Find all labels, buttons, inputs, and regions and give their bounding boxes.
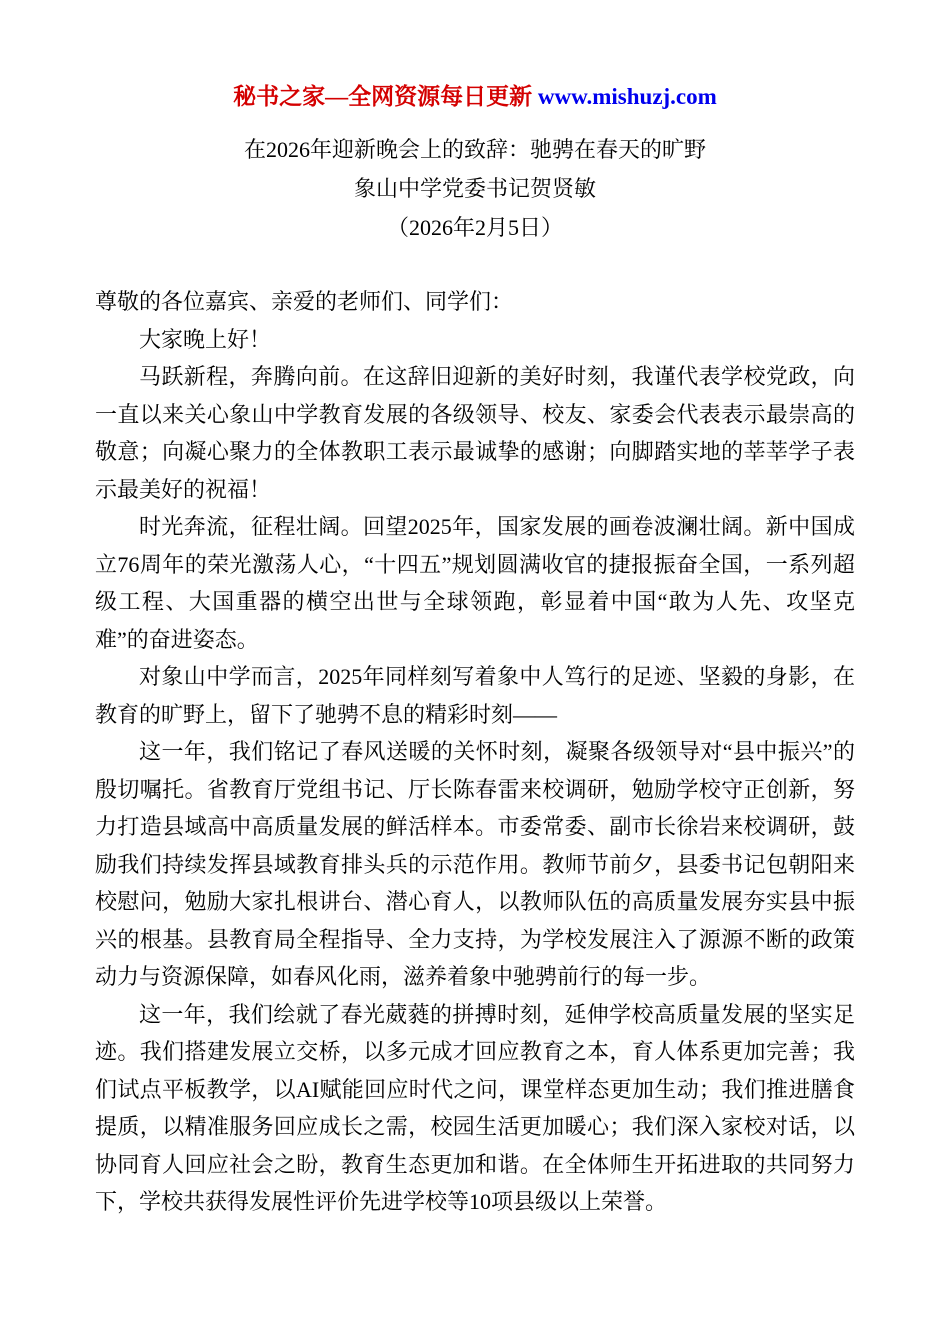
doc-author: 象山中学党委书记贺贤敏 (353, 176, 596, 201)
paragraph: 马跃新程，奔腾向前。在这辞旧迎新的美好时刻，我谨代表学校党政，向一直以来关心象山中学教育发展的各级领导、校友、家委会代表表示最崇高的敬意；向凝心聚力的全体教职工表示最诚挚的感谢；向脚踏实地的莘莘学子表示最美好的祝福！ (95, 364, 855, 502)
doc-date: （2026年2月5日） (386, 215, 563, 240)
site-tagline: —全网资源每日更新 (325, 84, 538, 109)
document-body (95, 283, 855, 1221)
paragraph-salutation: 尊敬的各位嘉宾、亲爱的老师们、同学们： (95, 289, 514, 314)
document-heading (95, 130, 855, 247)
site-url-link[interactable]: www.mishuzj.com (537, 84, 717, 109)
paragraph: 对象山中学而言，2025年同样刻写着象中人笃行的足迹、坚毅的身影，在教育的旷野上，留下了驰骋不息的精彩时刻—— (95, 664, 855, 727)
doc-title: 在2026年迎新晚会上的致辞：驰骋在春天的旷野 (243, 137, 706, 162)
site-header (95, 82, 855, 112)
paragraph-greeting: 大家晚上好！ (139, 326, 272, 352)
site-name: 秘书之家 (233, 84, 326, 109)
paragraph: 这一年，我们绘就了春光葳蕤的拼搏时刻，延伸学校高质量发展的坚实足迹。我们搭建发展立交桥，以多元成才回应教育之本，育人体系更加完善；我们试点平板教学，以AI赋能回应时代之问，课堂样态更加生动；我们推进膳食提质，以精准服务回应成长之需，校园生活更加暖心；我们深入家校对话，以协同育人回应社会之盼，教育生态更加和谐。在全体师生开拓进取的共同努力下，学校共获得发展性评价先进学校等10项县级以上荣誉。 (95, 1001, 855, 1214)
paragraph: 时光奔流，征程壮阔。回望2025年，国家发展的画卷波澜壮阔。新中国成立76周年的荣光激荡人心，“十四五”规划圆满收官的捷报振奋全国，一系列超级工程、大国重器的横空出世与全球领跑，彰显着中国“敢为人先、攻坚克难”的奋进姿态。 (95, 514, 855, 652)
paragraph: 这一年，我们铭记了春风送暖的关怀时刻，凝聚各级领导对“县中振兴”的殷切嘱托。省教育厅党组书记、厅长陈春雷来校调研，勉励学校守正创新，努力打造县域高中高质量发展的鲜活样本。市委常委、副市长徐岩来校调研，鼓励我们持续发挥县域教育排头兵的示范作用。教师节前夕，县委书记包朝阳来校慰问，勉励大家扎根讲台、潜心育人，以教师队伍的高质量发展夯实县中振兴的根基。县教育局全程指导、全力支持，为学校发展注入了源源不断的政策动力与资源保障，如春风化雨，滋养着象中驰骋前行的每一步。 (95, 739, 855, 989)
